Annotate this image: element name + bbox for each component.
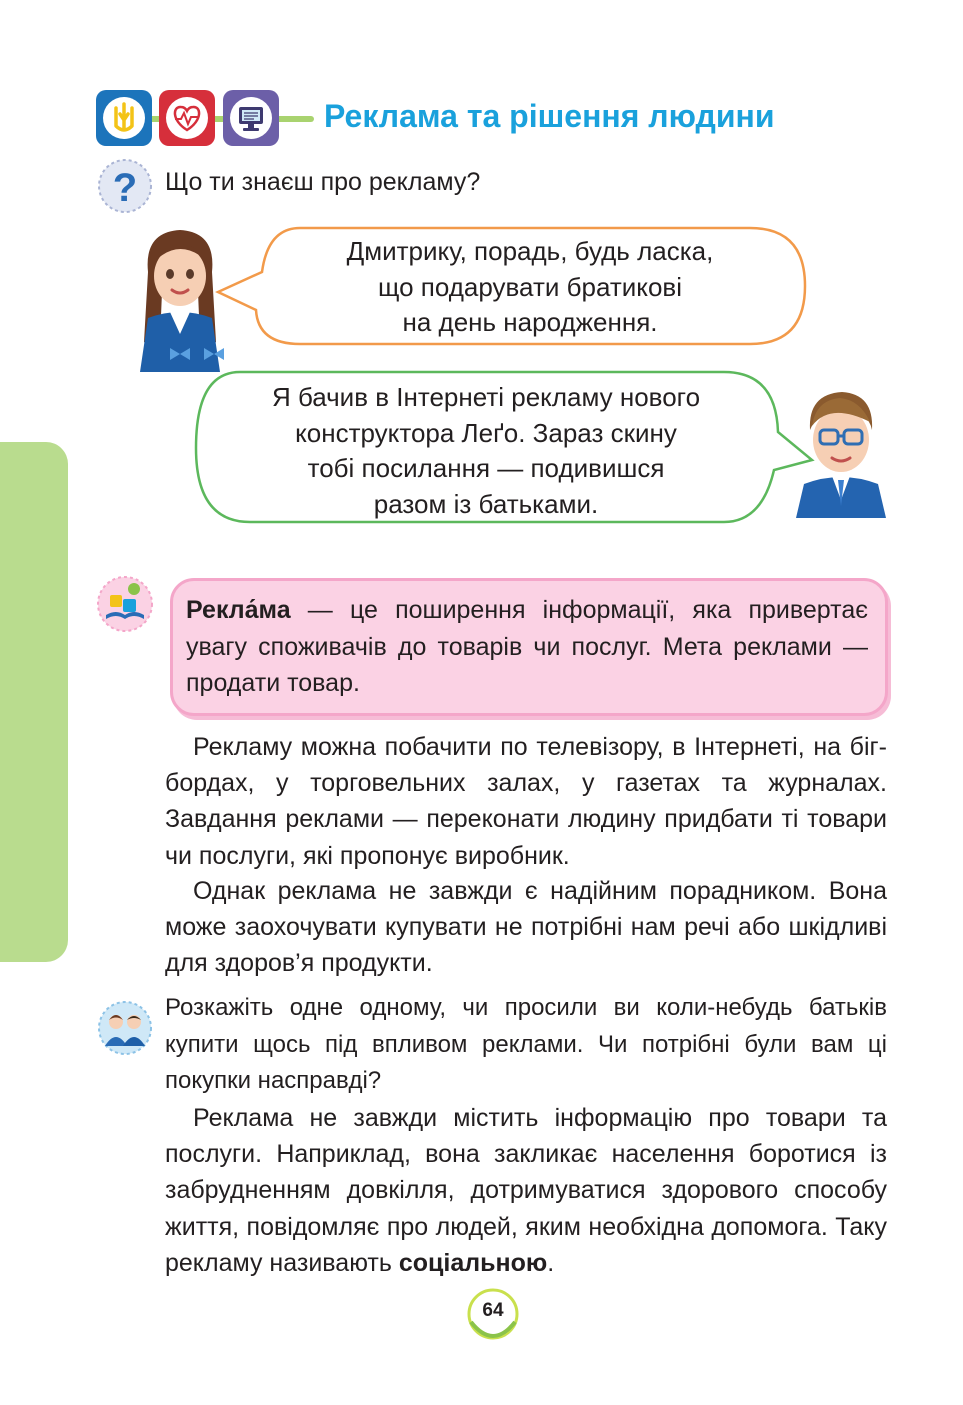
definition-term: Рекла́ма	[186, 596, 291, 624]
boy-line-3: тобі посилання — подивишся	[307, 453, 665, 483]
pair-discussion-icon	[97, 1000, 153, 1056]
paragraph-3-end: .	[547, 1248, 555, 1277]
girl-line-1: Дмитрику, порадь, будь ласка,	[346, 236, 714, 266]
definition-body: — це поширення інформації, яка привертає увагу споживачів до товарів чи послуг. Мета реклами — продати товар.	[186, 596, 868, 697]
question-text: Що ти знаєш про рекламу?	[165, 168, 481, 196]
girl-line-3: на день народження.	[402, 307, 658, 337]
social-term: соціальною	[398, 1248, 548, 1277]
definition-text	[186, 592, 868, 702]
svg-text:?: ?	[112, 166, 138, 210]
paragraph-3	[165, 1100, 887, 1281]
paragraph-3-text: Реклама не завжди містить інформацію про товари та послуги. Наприклад, вона закликає населення боротися із забрудненням довкілля, дотримуватися здорового способу життя, повідомляє про людей, яким необхідна допомога. Таку рекламу називають	[165, 1104, 887, 1277]
page-title: Реклама та рішення людини	[324, 98, 775, 134]
boy-line-2: конструктора Леґо. Зараз скину	[295, 417, 677, 448]
boy-line-4: разом із батьками.	[373, 488, 599, 519]
page-number: 64	[482, 1300, 504, 1321]
paragraph-1: Рекламу можна побачити по телевізору, в Інтернеті, на біг-бордах, у торговельних залах, у газетах та журналах. Завдання реклами — переконати людину придбати ті товари чи послуги, які пропонує виробник.	[165, 733, 887, 870]
girl-line-2: що подарувати братикові	[377, 271, 682, 302]
page-number-badge	[465, 1288, 521, 1344]
boy-line-1: Я бачив в Інтернеті рекламу нового	[271, 382, 701, 412]
boy-speech-text	[198, 380, 774, 522]
discussion-text: Розкажіть одне одному, чи просили ви коли-небудь батьків купити щось під впливом реклами. Чи потрібні були вам ці покупки насправді?	[165, 994, 887, 1094]
dictionary-book-icon	[96, 575, 154, 633]
girl-speech-text	[260, 234, 800, 341]
paragraph-2: Однак реклама не завжди є надійним порадником. Вона може заохочувати купувати не потрібні нам речі або шкідливі для здоров’я продукти.	[165, 877, 887, 978]
